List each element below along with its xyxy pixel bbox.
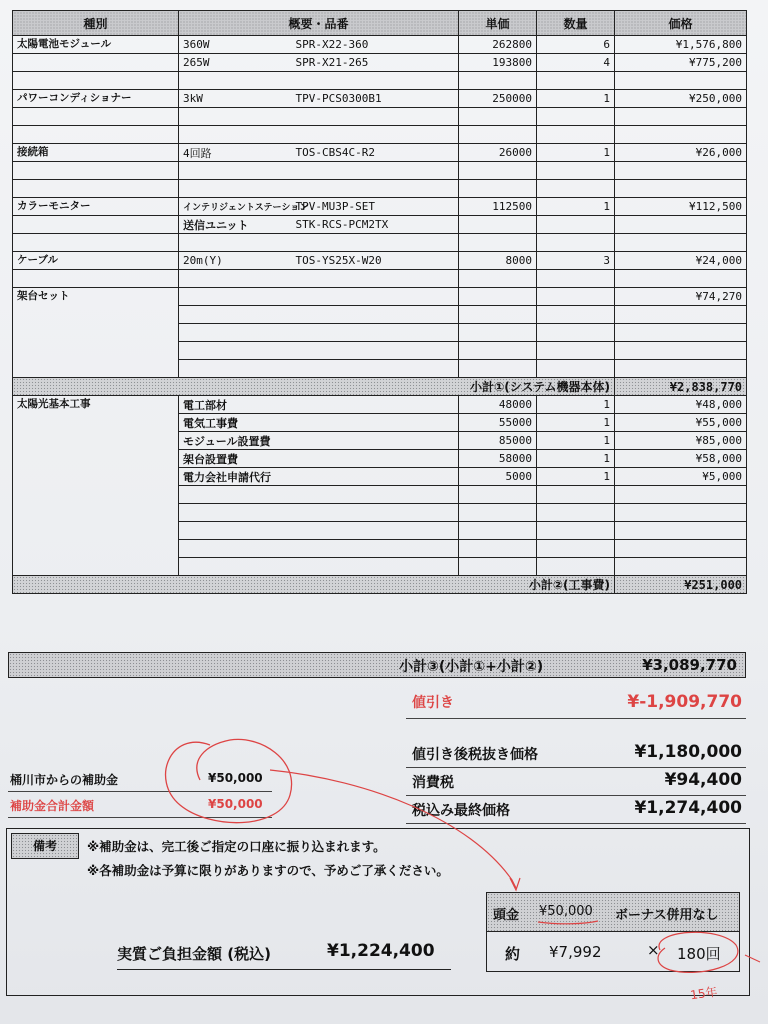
down-payment-value: ¥50,000 <box>539 904 593 919</box>
remarks-note-2: ※各補助金は予算に限りがありますので、予めご了承ください。 <box>87 863 449 878</box>
quantity: 1 <box>537 90 615 108</box>
subsidy-block <box>8 766 272 818</box>
quantity: 1 <box>537 432 615 450</box>
table-row <box>13 252 747 270</box>
item-name: 電気工事費 <box>179 414 459 432</box>
price: ¥58,000 <box>615 450 747 468</box>
spec: 送信ユニット <box>179 216 292 234</box>
table-row <box>13 144 747 162</box>
item-name: 電工部材 <box>179 396 459 414</box>
category: 太陽光基本工事 <box>13 396 179 576</box>
loan-box <box>486 892 740 972</box>
price: ¥112,500 <box>615 198 747 216</box>
model: SPR-X21-265 <box>292 54 459 72</box>
times-sign: × <box>647 941 660 959</box>
burden-value: ¥1,224,400 <box>327 941 435 961</box>
blank-row <box>13 72 747 90</box>
table-row <box>13 54 747 72</box>
price <box>615 216 747 234</box>
table-row <box>13 198 747 216</box>
spec: 4回路 <box>179 144 292 162</box>
final-price-value: ¥1,274,400 <box>634 798 742 818</box>
quantity: 6 <box>537 36 615 54</box>
spec: インテリジェントステーション <box>179 198 292 216</box>
subsidy-total-value: ¥50,000 <box>208 797 263 811</box>
unit-price: 48000 <box>459 396 537 414</box>
approx-label: 約 <box>505 945 521 963</box>
unit-price: 250000 <box>459 90 537 108</box>
quantity: 1 <box>537 144 615 162</box>
remarks-tag: 備考 <box>11 833 79 859</box>
unit-price: 26000 <box>459 144 537 162</box>
total-row <box>406 768 746 796</box>
unit-price: 8000 <box>459 252 537 270</box>
price: ¥74,270 <box>615 288 747 306</box>
subtotal2-label: 小計②(工事費) <box>13 576 615 594</box>
subtotal1-value: ¥2,838,770 <box>615 378 747 396</box>
down-payment-row <box>487 893 739 932</box>
pre-tax-value: ¥1,180,000 <box>634 742 742 762</box>
subtotal2-row <box>13 576 747 594</box>
price: ¥85,000 <box>615 432 747 450</box>
model: TPV-MU3P-SET <box>292 198 459 216</box>
quantity: 1 <box>537 414 615 432</box>
category: 架台セット <box>13 288 179 378</box>
table-row <box>13 288 747 306</box>
category: パワーコンディショナー <box>13 90 179 108</box>
blank-row <box>13 270 747 288</box>
subtotal1-row <box>13 378 747 396</box>
item-name: 架台設置費 <box>179 450 459 468</box>
actual-burden <box>117 941 451 970</box>
blank-row <box>13 234 747 252</box>
installment-count: 180回 <box>677 945 721 963</box>
model: TOS-CBS4C-R2 <box>292 144 459 162</box>
table-row <box>13 36 747 54</box>
tax-label: 消費税 <box>412 775 454 791</box>
category: ケーブル <box>13 252 179 270</box>
subsidy-row <box>8 792 272 818</box>
subsidy-total-label: 補助金合計金額 <box>10 799 95 813</box>
item-name: モジュール設置費 <box>179 432 459 450</box>
blank-row <box>13 108 747 126</box>
quantity: 1 <box>537 198 615 216</box>
city-subsidy-label: 桶川市からの補助金 <box>10 773 119 787</box>
model: STK-RCS-PCM2TX <box>292 216 459 234</box>
quote-table <box>12 10 747 594</box>
totals-block <box>406 740 746 824</box>
spec: 3kW <box>179 90 292 108</box>
down-payment-label: 頭金 <box>493 908 520 923</box>
model: TPV-PCS0300B1 <box>292 90 459 108</box>
category: カラーモニター <box>13 198 179 216</box>
price: ¥24,000 <box>615 252 747 270</box>
price: ¥48,000 <box>615 396 747 414</box>
table-row <box>13 90 747 108</box>
unit-price <box>459 216 537 234</box>
quantity: 3 <box>537 252 615 270</box>
model: SPR-X22-360 <box>292 36 459 54</box>
price: ¥26,000 <box>615 144 747 162</box>
discount-row <box>406 690 746 719</box>
unit-price: 58000 <box>459 450 537 468</box>
table-row <box>13 396 747 414</box>
unit-price: 85000 <box>459 432 537 450</box>
price: ¥55,000 <box>615 414 747 432</box>
header-price: 価格 <box>615 11 747 36</box>
handwritten-note: 15年 <box>689 984 719 1003</box>
total-row <box>406 796 746 824</box>
unit-price: 262800 <box>459 36 537 54</box>
tax-value: ¥94,400 <box>664 770 742 790</box>
subtotal2-value: ¥251,000 <box>615 576 747 594</box>
unit-price: 112500 <box>459 198 537 216</box>
header-summary: 概要・品番 <box>179 11 459 36</box>
spec: 20m(Y) <box>179 252 292 270</box>
bonus-note: ボーナス併用なし <box>615 908 719 923</box>
model: TOS-YS25X-W20 <box>292 252 459 270</box>
subtotal3-bar <box>8 652 746 678</box>
monthly-value: ¥7,992 <box>549 943 602 961</box>
pre-tax-label: 値引き後税抜き価格 <box>412 747 538 763</box>
item-name: 電力会社申請代行 <box>179 468 459 486</box>
header-unit-price: 単価 <box>459 11 537 36</box>
discount-value: ¥-1,909,770 <box>627 692 742 712</box>
unit-price: 193800 <box>459 54 537 72</box>
quantity: 1 <box>537 468 615 486</box>
monthly-row <box>487 931 739 971</box>
blank-row <box>13 180 747 198</box>
blank-row <box>13 162 747 180</box>
header-type: 種別 <box>13 11 179 36</box>
blank-row <box>13 126 747 144</box>
header-row <box>13 11 747 36</box>
spec: 265W <box>179 54 292 72</box>
header-quantity: 数量 <box>537 11 615 36</box>
price: ¥1,576,800 <box>615 36 747 54</box>
spec: 360W <box>179 36 292 54</box>
price: ¥250,000 <box>615 90 747 108</box>
quantity: 1 <box>537 396 615 414</box>
total-row <box>406 740 746 768</box>
price: ¥5,000 <box>615 468 747 486</box>
city-subsidy-value: ¥50,000 <box>208 771 263 785</box>
quantity: 4 <box>537 54 615 72</box>
price: ¥775,200 <box>615 54 747 72</box>
burden-label: 実質ご負担金額 (税込) <box>117 945 271 963</box>
unit-price: 5000 <box>459 468 537 486</box>
subtotal3-label: 小計③(小計①+小計②) <box>399 659 544 675</box>
subsidy-row <box>8 766 272 792</box>
unit-price: 55000 <box>459 414 537 432</box>
category <box>13 216 179 234</box>
table-row <box>13 216 747 234</box>
subtotal3-value: ¥3,089,770 <box>642 656 737 674</box>
discount-label: 値引き <box>412 695 454 711</box>
final-price-label: 税込み最終価格 <box>412 803 510 819</box>
category: 太陽電池モジュール <box>13 36 179 54</box>
category: 接続箱 <box>13 144 179 162</box>
quantity <box>537 216 615 234</box>
remarks-note-1: ※補助金は、完工後ご指定の口座に振り込まれます。 <box>87 839 386 854</box>
quantity: 1 <box>537 450 615 468</box>
subtotal1-label: 小計①(システム機器本体) <box>13 378 615 396</box>
category <box>13 54 179 72</box>
